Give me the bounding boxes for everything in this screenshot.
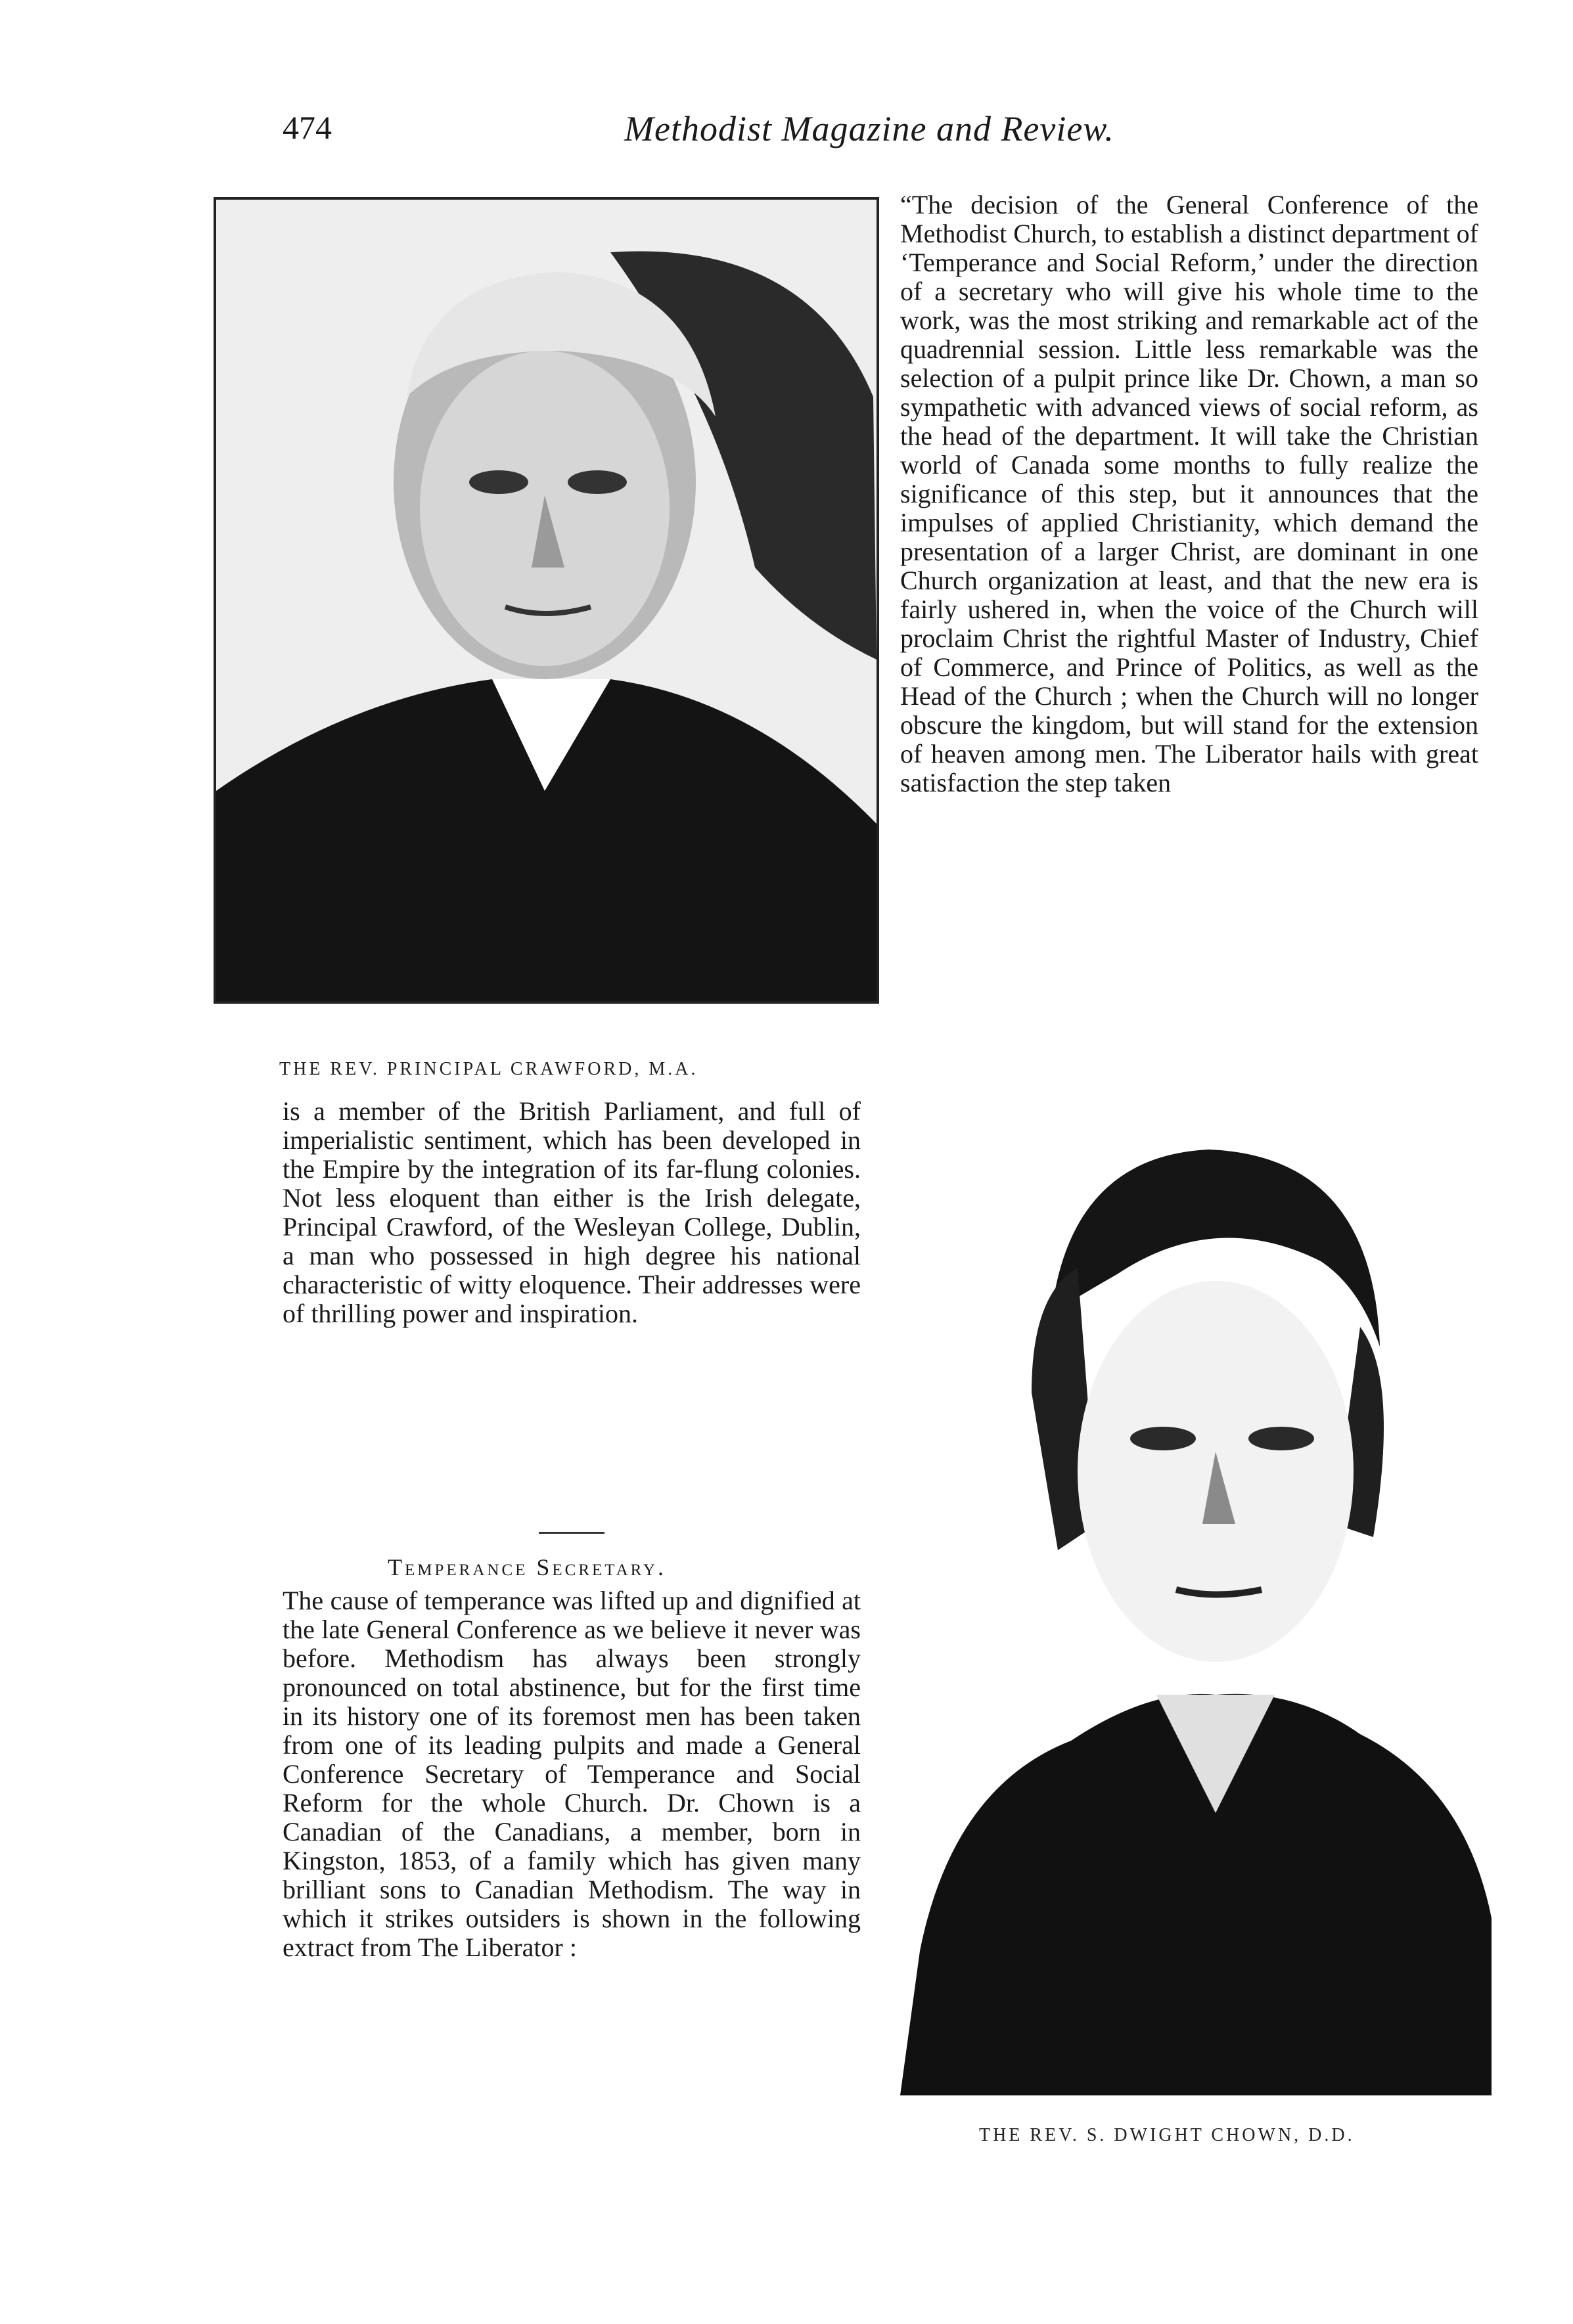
section-divider <box>539 1532 604 1534</box>
chown-portrait <box>900 1130 1492 2095</box>
left-paragraph-1: is a member of the British Parliament, and full of imperialistic sentiment, which has been developed in the Empire by the integration of its far-flung colonies. Not less eloquent than either is the Irish delegate, Principal Crawford, of the Wesleyan College, Dublin, a man who possessed in high degree his national characteristic of witty eloquence. Their addresses were of thrilling power and inspiration. <box>283 1096 861 1328</box>
left-column <box>283 1097 861 1328</box>
chown-portrait-image <box>900 1130 1492 2095</box>
running-title: Methodist Magazine and Review. <box>624 109 1114 148</box>
page-number: 474 <box>283 109 332 146</box>
section-heading: Temperance Secretary. <box>388 1554 666 1580</box>
crawford-portrait-image <box>216 200 877 1001</box>
left-column-lower <box>283 1586 861 1962</box>
page-header <box>0 108 1573 161</box>
right-paragraph-1: “The decision of the General Conference of the Methodist Church, to establish a distinct department of ‘Temperance and Social Reform,’ under the direction of a secretary who will give his whole time to the work, was the most striking and remarkable act of the quadrennial session. Little less remarkable was the selection of a pulpit prince like Dr. Chown, a man so sympathetic with advanced views of social reform, as the head of the department. It will take the Christian world of Canada some months to fully realize the significance of this step, but it announces that the impulses of applied Christianity, which demand the presentation of a larger Christ, are dominant in one Church organization at least, and that the new era is fairly ushered in, when the voice of the Church will proclaim Christ the rightful Master of Industry, Chief of Commerce, and Prince of Politics, as well as the Head of the Church ; when the Church will no longer obscure the kingdom, but will stand for the extension of heaven among men. The Liberator hails with great satisfaction the step taken <box>900 190 1478 797</box>
crawford-portrait <box>214 197 879 1004</box>
left-paragraph-2: The cause of temperance was lifted up and dignified at the late General Conference as we believe it never was before. Methodism has always been strongly pronounced on total abstinence, but for the first time in its history one of its foremost men has been taken from one of its leading pulpits and made a General Conference Secretary of Temperance and Social Reform for the whole Church. Dr. Chown is a Canadian of the Canadians, a member, born in Kingston, 1853, of a family which has given many brilliant sons to Canadian Methodism. The way in which it strikes outsiders is shown in the following extract from The Liberator : <box>283 1586 861 1962</box>
crawford-caption: THE REV. PRINCIPAL CRAWFORD, M.A. <box>279 1059 698 1079</box>
chown-caption: THE REV. S. DWIGHT CHOWN, D.D. <box>979 2125 1355 2145</box>
right-column <box>900 190 1478 797</box>
